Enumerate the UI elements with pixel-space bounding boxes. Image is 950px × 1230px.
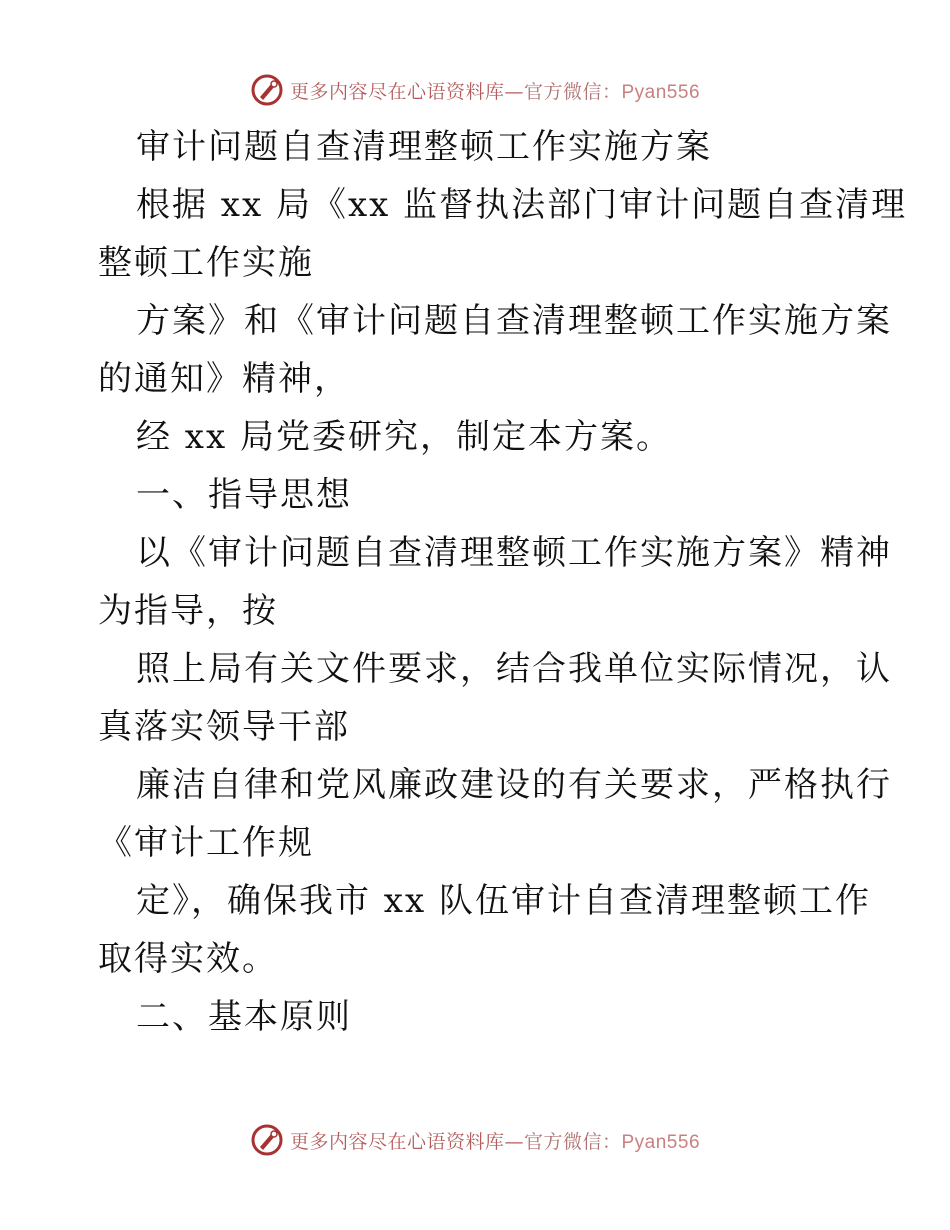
paragraph-line: 根据 xx 局《xx 监督执法部门审计问题自查清理 <box>136 185 908 225</box>
paragraph-line: 以《审计问题自查清理整顿工作实施方案》精神 <box>136 533 892 573</box>
paragraph-line: 的通知》精神， <box>98 359 350 399</box>
document-body <box>98 118 908 1046</box>
banner-wechat-label: 官方微信： <box>523 80 622 103</box>
logo-icon <box>250 73 284 107</box>
document-title: 审计问题自查清理整顿工作实施方案 <box>136 127 712 167</box>
banner-main: 更多内容尽在心语资料库 <box>289 1130 505 1153</box>
banner-main: 更多内容尽在心语资料库 <box>289 80 505 103</box>
logo-icon <box>250 1123 284 1157</box>
banner-wechat-id: Pyan556 <box>621 81 701 103</box>
banner-dash: — <box>504 1130 524 1153</box>
footer-banner <box>0 1120 950 1160</box>
paragraph-line: 取得实效。 <box>98 939 278 979</box>
paragraph-line: 廉洁自律和党风廉政建设的有关要求，严格执行 <box>136 765 892 805</box>
banner-text <box>290 1127 700 1154</box>
banner-text <box>290 77 700 104</box>
paragraph-line: 定》，确保我市 xx 队伍审计自查清理整顿工作 <box>136 881 871 921</box>
banner-wechat-id: Pyan556 <box>621 1131 701 1153</box>
paragraph-line: 经 xx 局党委研究，制定本方案。 <box>136 417 672 457</box>
paragraph-line: 方案》和《审计问题自查清理整顿工作实施方案 <box>136 301 892 341</box>
banner-wechat-label: 官方微信： <box>523 1130 622 1153</box>
paragraph-line: 照上局有关文件要求，结合我单位实际情况，认 <box>136 649 892 689</box>
section-heading: 一、指导思想 <box>136 475 352 515</box>
banner-dash: — <box>504 80 524 103</box>
section-heading: 二、基本原则 <box>136 997 352 1037</box>
header-banner <box>0 70 950 110</box>
paragraph-line: 为指导，按 <box>98 591 278 631</box>
paragraph-line: 整顿工作实施 <box>98 243 314 283</box>
paragraph-line: 真落实领导干部 <box>98 707 350 747</box>
paragraph-line: 《审计工作规 <box>98 823 314 863</box>
